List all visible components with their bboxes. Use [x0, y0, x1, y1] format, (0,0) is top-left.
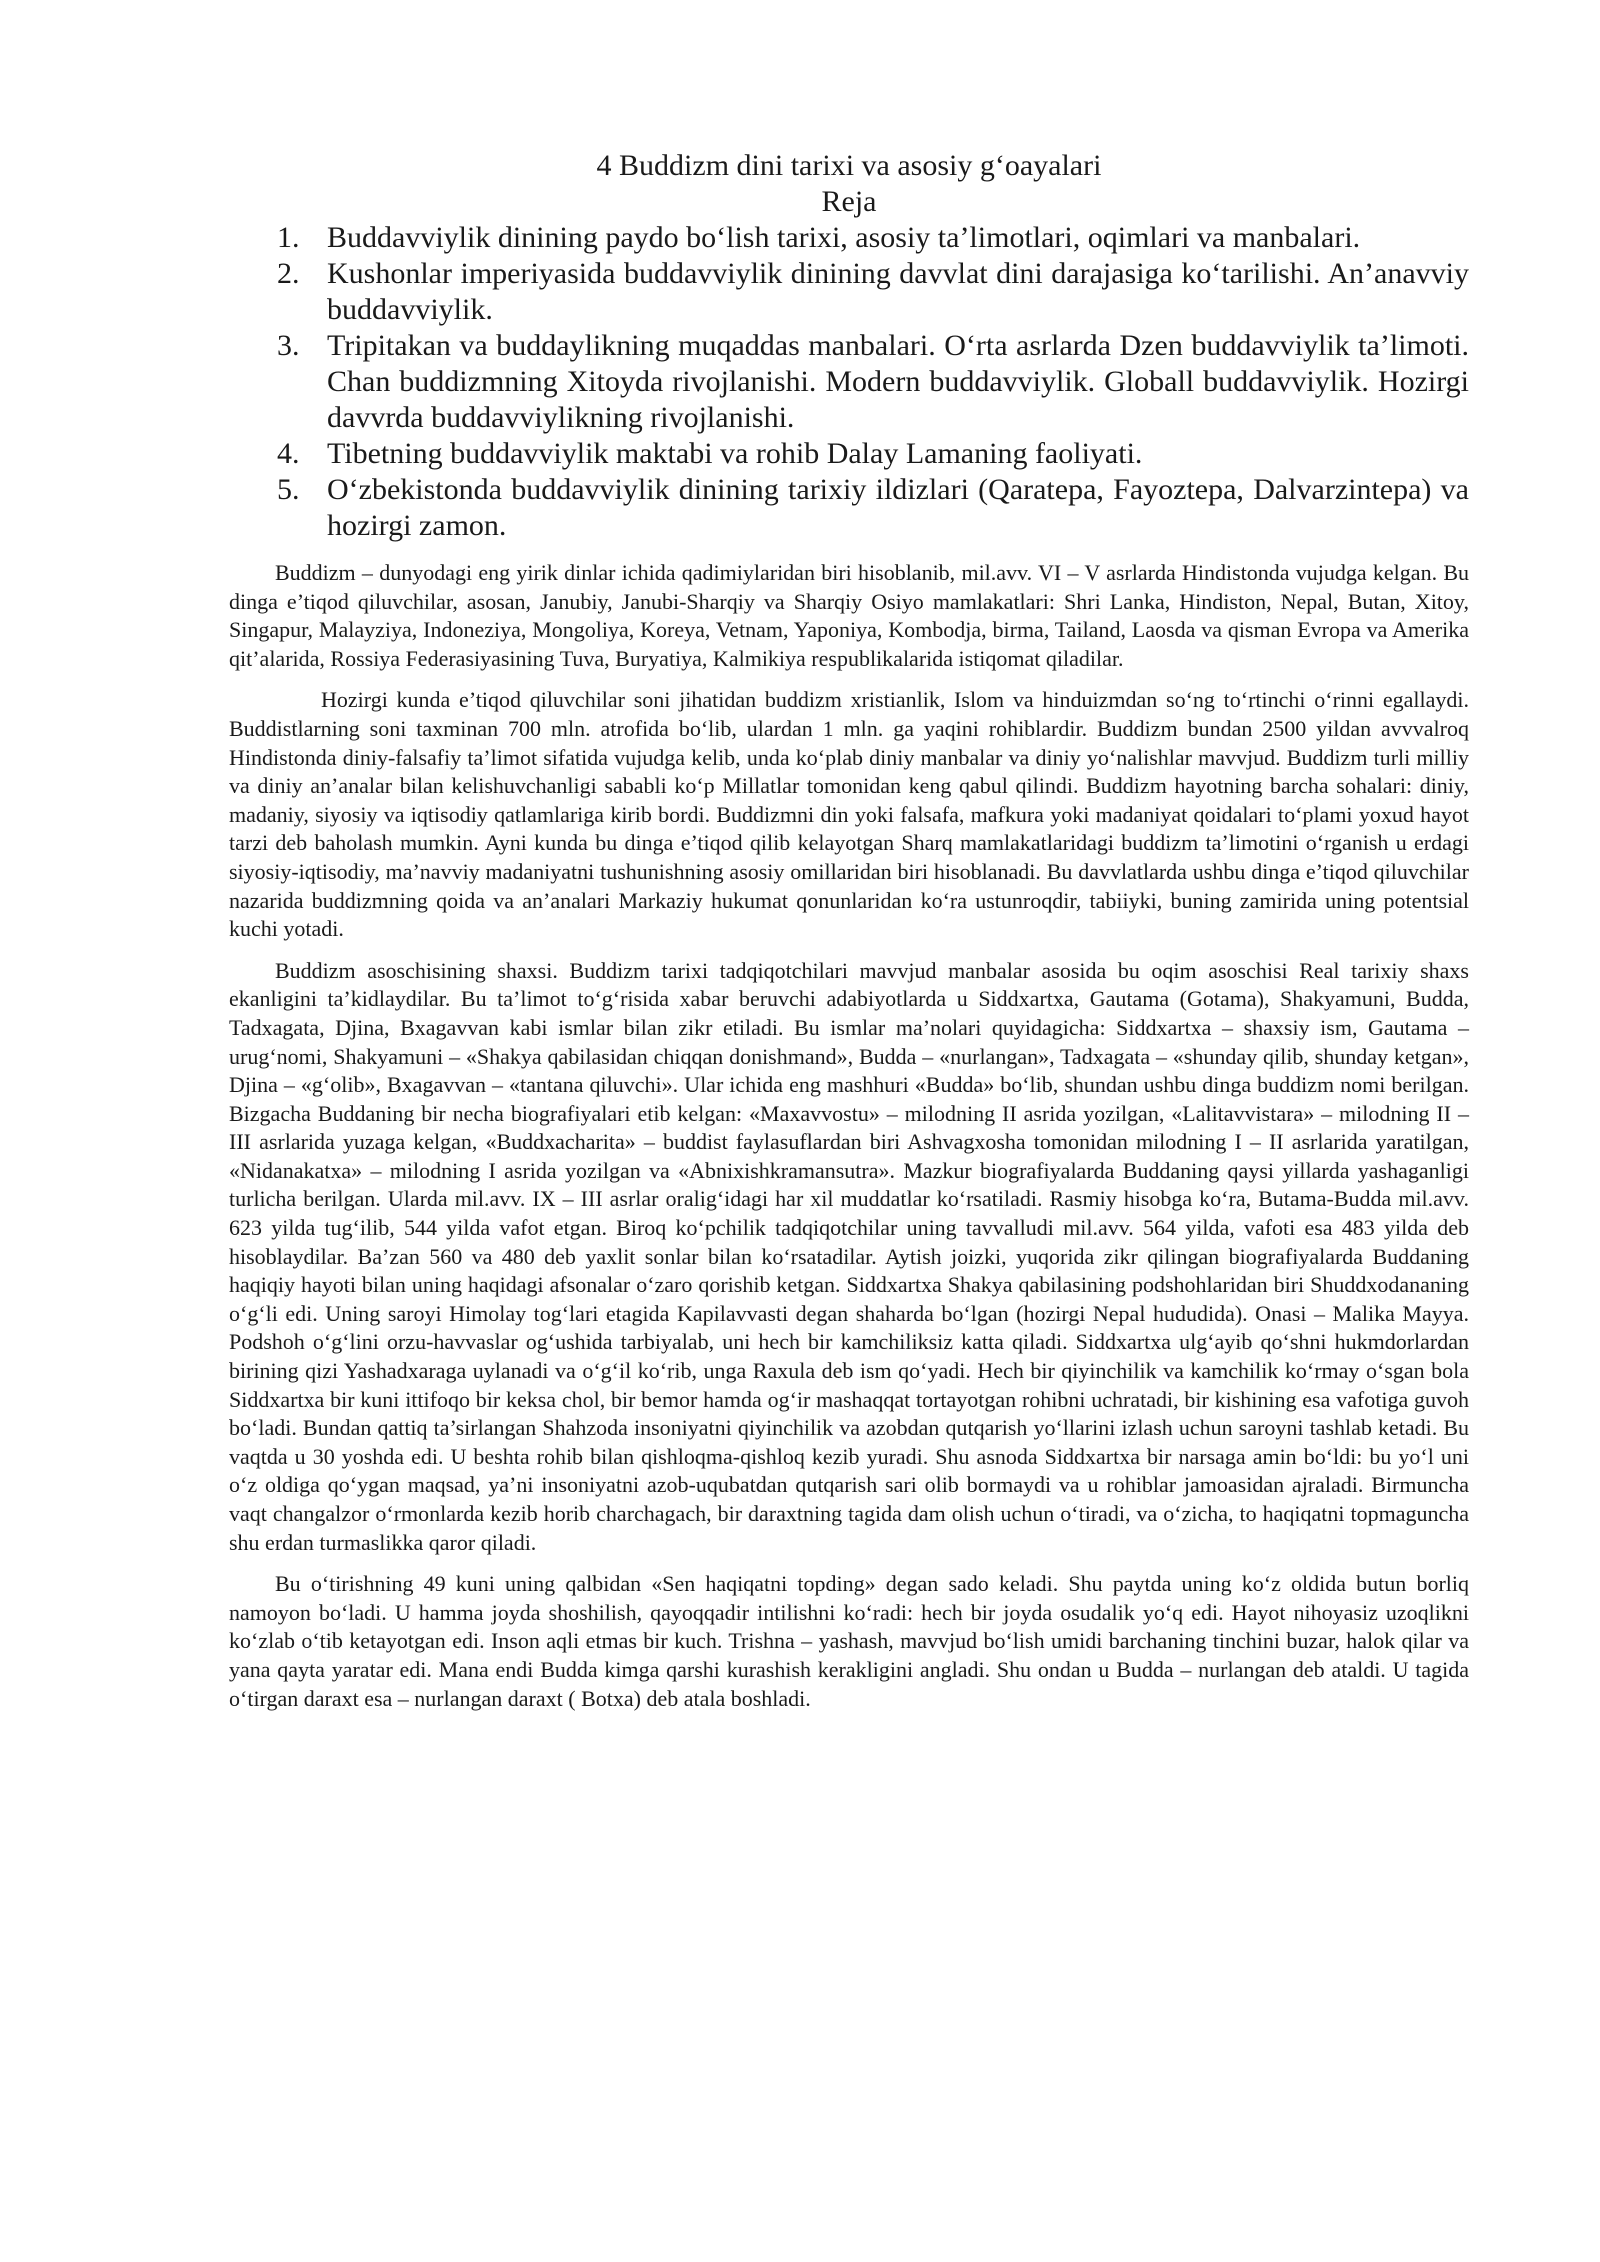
plan-item-number: 5.	[277, 473, 300, 506]
plan-item-text: Kushonlar imperiyasida buddavviylik dinining davvlat dini darajasiga ko‘tarilishi. An’anavviy buddavviylik.	[327, 257, 1469, 326]
document-content	[229, 148, 1469, 1726]
plan-heading: Reja	[821, 185, 877, 218]
body-paragraph: Hozirgi kunda e’tiqod qiluvchilar soni jihatidan buddizm xristianlik, Islom va hinduizmdan so‘ng to‘rtinchi o‘rinni egallaydi. Buddistlarning soni taxminan 700 mln. atrofida bo‘lib, ulardan 1 mln. ga yaqini rohiblardir. Buddizm bundan 2500 yildan avvvalroq Hindistonda diniy-falsafiy ta’limot sifatida vujudga kelib, unda ko‘plab diniy manbalar va diniy yo‘nalishlar mavvjud. Buddizm turli milliy va diniy an’analar bilan kelishuvchanligi sababli ko‘p Millatlar tomonidan keng qabul qilindi. Buddizm hayotning barcha sohalari: diniy, madaniy, siyosiy va iqtisodiy qatlamlariga kirib bordi. Buddizmni din yoki falsafa, mafkura yoki madaniyat qoidalari to‘plami yoxud hayot tarzi deb baholash mumkin. Ayni kunda bu dinga e’tiqod qilib kelayotgan Sharq mamlakatlaridagi buddizm ta’limotini o‘rganish u erdagi siyosiy-iqtisodiy, ma’navviy madaniyatni tushunishning asosiy omillaridan biri hisoblanadi. Bu davvlatlarda ushbu dinga e’tiqod qiluvchilar nazarida buddizmning qoida va an’analari Markaziy hukumat qonunlaridan ko‘ra ustunroqdir, tabiiyki, buning zamirida uning potentsial kuchi yotadi.	[229, 687, 1469, 942]
plan-item	[229, 472, 1469, 544]
plan-item-number: 4.	[277, 437, 300, 470]
plan-item	[229, 436, 1469, 472]
document-body	[229, 559, 1469, 1713]
plan-item-number: 3.	[277, 329, 300, 362]
body-paragraph: Buddizm – dunyodagi eng yirik dinlar ichida qadimiylaridan biri hisoblanib, mil.avv. VI – V asrlarda Hindistonda vujudga kelgan. Bu dinga e’tiqod qiluvchilar, asosan, Janubiy, Janubi-Sharqiy va Sharqiy Osiyo mamlakatlari: Shri Lanka, Hindiston, Nepal, Butan, Xitoy, Singapur, Malayziya, Indoneziya, Mongoliya, Koreya, Vetnam, Yaponiya, Kombodja, birma, Tailand, Laosda va qisman Evropa va Amerika qit’alarida, Rossiya Federasiyasining Tuva, Buryatiya, Kalmikiya respublikalarida istiqomat qiladilar.	[229, 560, 1469, 671]
body-paragraph: Buddizm asoschisining shaxsi. Buddizm tarixi tadqiqotchilari mavvjud manbalar asosida bu oqim asoschisi Real tarixiy shaxs ekanligini ta’kidlaydilar. Bu ta’limot to‘g‘risida xabar beruvchi adabiyotlarda u Siddxartxa, Gautama (Gotama), Shakyamuni, Budda, Tadxagata, Djina, Bxagavvan kabi ismlar bilan zikr etiladi. Bu ismlar ma’nolari quyidagicha: Siddxartxa – shaxsiy ism, Gautama – urug‘nomi, Shakyamuni – «Shakya qabilasidan chiqqan donishmand», Budda – «nurlangan», Tadxagata – «shunday qilib, shunday ketgan», Djina – «g‘olib», Bxagavvan – «tantana qiluvchi». Ular ichida eng mashhuri «Budda» bo‘lib, shundan ushbu dinga buddizm nomi berilgan. Bizgacha Buddaning bir necha biografiyalari etib kelgan: «Maxavvostu» – milodning II asrida yozilgan, «Lalitavvistara» – milodning II – III asrlarida yuzaga kelgan, «Buddxacharita» – buddist faylasuflardan biri Ashvagxosha tomonidan milodning I – II asrlarida yaratilgan, «Nidanakatxa» – milodning I asrida yozilgan va «Abnixishkramansutra». Mazkur biografiyalarda Buddaning qaysi yillarda yashaganligi turlicha berilgan. Ularda mil.avv. IX – III asrlar oralig‘idagi har xil muddatlar ko‘rsatiladi. Rasmiy hisobga ko‘ra, Butama-Budda mil.avv. 623 yilda tug‘ilib, 544 yilda vafot etgan. Biroq ko‘pchilik tadqiqotchilar uning tavvalludi mil.avv. 564 yilda, vafoti esa 483 yilda deb hisoblaydilar. Ba’zan 560 va 480 deb yaxlit sonlar bilan ko‘rsatadilar. Aytish joizki, yuqorida zikr qilingan biografiyalarda Buddaning haqiqiy hayoti bilan uning haqidagi afsonalar o‘zaro qorishib ketgan. Siddxartxa Shakya qabilasining podshohlaridan biri Shuddxodananing o‘g‘li edi. Uning saroyi Himolay tog‘lari etagida Kapilavvasti degan shaharda bo‘lgan (hozirgi Nepal hududida). Onasi – Malika Mayya. Podshoh o‘g‘lini orzu-havvaslar og‘ushida tarbiyalab, uni hech bir kamchiliksiz katta qiladi. Siddxartxa ulg‘ayib qo‘shni hukmdorlardan birining qizi Yashadxaraga uylanadi va o‘g‘il ko‘rib, unga Raxula deb ism qo‘yadi. Hech bir qiyinchilik va kamchilik ko‘rmay o‘sgan bola Siddxartxa bir kuni ittifoqo bir keksa chol, bir bemor hamda og‘ir mashaqqat tortayotgan rohibni uchratadi, bir kishining esa vafotiga guvoh bo‘ladi. Bundan qattiq ta’sirlangan Shahzoda insoniyatni qiyinchilik va azobdan qutqarish yo‘llarini izlash uchun saroyni tashlab ketadi. Bu vaqtda u 30 yoshda edi. U beshta rohib bilan qishloqma-qishloq kezib yuradi. Shu asnoda Siddxartxa bir narsaga amin bo‘ldi: bu yo‘l uni o‘z oldiga qo‘ygan maqsad, ya’ni insoniyatni azob-uqubatdan qutqarish sari olib bormaydi va u rohiblar jamoasidan ajraladi. Birmuncha vaqt changalzor o‘rmonlarda kezib horib charchagach, bir daraxtning tagida dam olish uchun o‘tiradi, va o‘zicha, to haqiqatni topmaguncha shu erdan turmaslikka qaror qiladi.	[229, 957, 1469, 1555]
plan-item	[229, 328, 1469, 436]
plan-item-text: Tripitakan va buddaylikning muqaddas manbalari. O‘rta asrlarda Dzen buddavviylik ta’limoti. Chan buddizmning Xitoyda rivojlanishi. Modern buddavviylik. Globall buddavviylik. Hozirgi davvrda buddavviylikning rivojlanishi.	[327, 329, 1469, 434]
body-paragraph: Bu o‘tirishning 49 kuni uning qalbidan «Sen haqiqatni topding» degan sado keladi. Shu paytda uning ko‘z oldida butun borliq namoyon bo‘ladi. U hamma joyda shoshilish, qayoqqadir intilishni ko‘radi: hech bir joyda osudalik yo‘q edi. Hayot nihoyasiz uzoqlikni ko‘zlab o‘tib ketayotgan edi. Inson aqli etmas bir kuch. Trishna – yashash, mavvjud bo‘lish umidi barchaning tinchini buzar, halok qilar va yana qayta yaratar edi. Mana endi Budda kimga qarshi kurashish kerakligini angladi. Shu ondan u Budda – nurlangan deb ataldi. U tagida o‘tirgan daraxt esa – nurlangan daraxt ( Botxa) deb atala boshladi.	[229, 1571, 1469, 1711]
plan-item-text: O‘zbekistonda buddavviylik dinining tarixiy ildizlari (Qaratepa, Fayoztepa, Dalvarzintepa) va hozirgi zamon.	[327, 473, 1469, 542]
plan-list	[229, 220, 1469, 544]
plan-item	[229, 220, 1469, 256]
plan-item-text: Buddavviylik dinining paydo bo‘lish tarixi, asosiy ta’limotlari, oqimlari va manbalari.	[327, 221, 1361, 254]
plan-item	[229, 256, 1469, 328]
plan-item-number: 2.	[277, 257, 300, 290]
document-title: 4 Buddizm dini tarixi va asosiy g‘oayalari	[596, 149, 1102, 182]
plan-item-text: Tibetning buddavviylik maktabi va rohib Dalay Lamaning faoliyati.	[327, 437, 1143, 470]
plan-item-number: 1.	[277, 221, 300, 254]
